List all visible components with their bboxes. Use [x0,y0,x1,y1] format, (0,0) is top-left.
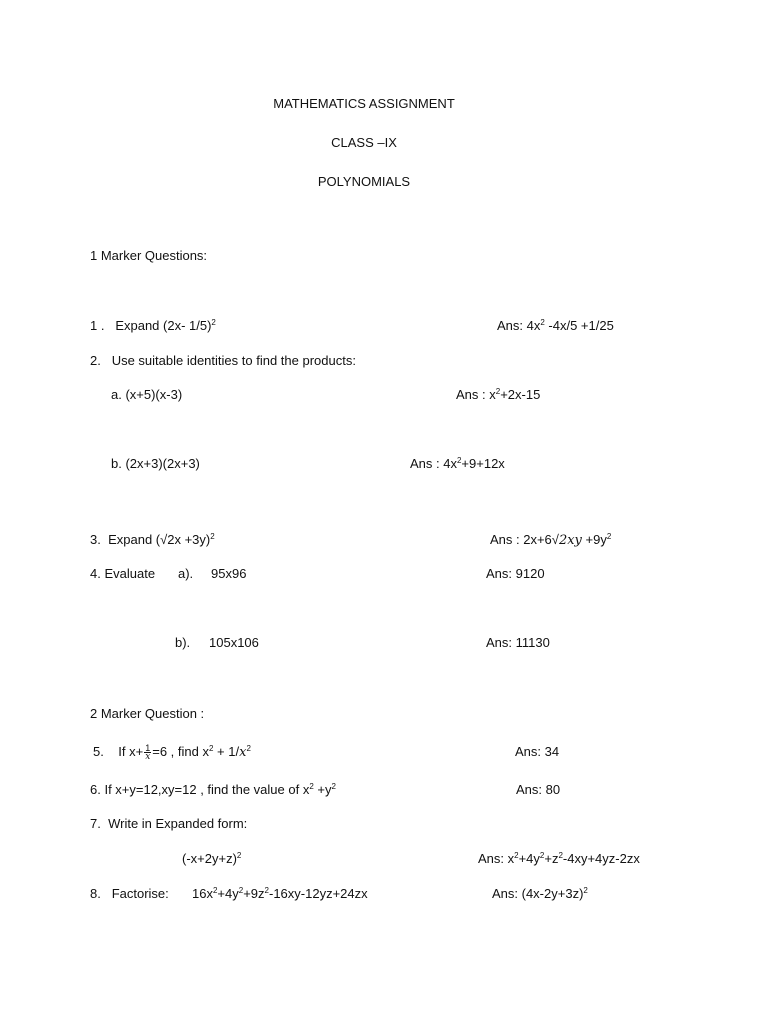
question-number: 8. [90,886,101,901]
answer-text: Ans: 4x [497,318,541,333]
question-text: Expand (2x- 1/5) [115,318,212,333]
exponent: 2 [211,318,216,327]
fraction-denominator: x [145,752,151,763]
exponent: 2 [236,851,242,860]
question-1 [90,318,216,334]
question-text: +4y [217,886,239,901]
question-text: =6 , find x [152,744,209,759]
answer-text: Ans : x [456,387,496,402]
answer-8 [492,886,588,902]
exponent: 2 [539,851,545,860]
question-number: 2. [90,353,101,368]
answer-3 [490,532,611,549]
question-4a-expr: 95x96 [211,566,247,581]
question-text: Factorise: [111,886,169,901]
answer-text: Ans : 4x [410,456,457,471]
answer-7 [478,851,640,867]
exponent: 2 [495,387,501,396]
answer-4a: Ans: 9120 [486,566,545,581]
question-8 [90,886,169,902]
answer-5: Ans: 34 [515,744,560,759]
exponent: 2 [558,851,563,860]
answer-text: +2x-15 [500,387,541,402]
exponent: 2 [606,532,612,541]
question-text: 16x [192,886,213,901]
answer-6: Ans: 80 [516,782,561,797]
exponent: 2 [210,532,215,541]
question-8-expr [192,886,368,902]
question-number: 5. [93,744,104,759]
section-heading-one-marker: 1 Marker Questions: [90,248,208,263]
answer-1 [497,318,614,334]
answer-text: Ans: x [478,851,515,866]
answer-math: 2xy [558,533,582,548]
question-text: + 1/ [213,744,240,759]
question-number: 3. [90,532,101,547]
question-text: +y [313,782,332,797]
exponent: 2 [264,886,269,895]
fraction-numerator: 1 [145,743,151,754]
exponent: 2 [208,744,214,753]
question-text: Write in Expanded form: [108,816,248,831]
question-number: 1 . [90,318,105,333]
question-6 [90,782,336,798]
exponent: 2 [309,782,314,791]
answer-text: +9y [581,532,607,547]
exponent: 2 [212,886,218,895]
answer-4b: Ans: 11130 [486,635,550,650]
question-7-expr [182,851,241,867]
question-text: (-x+2y+z) [182,851,237,866]
question-text: Expand (√2x +3y) [108,532,211,547]
class-label: CLASS –IX [331,135,397,150]
question-text: Use suitable identities to find the products: [111,353,356,368]
question-text: 6. If x+y=12,xy=12 , find the value of x [90,782,310,797]
answer-text: -4xy+4yz-2zx [562,851,640,866]
question-5 [93,744,251,761]
exponent: 2 [238,886,244,895]
question-2 [90,353,356,369]
answer-text: +z [544,851,559,866]
question-7 [90,816,247,832]
question-text: -16xy-12yz+24zx [268,886,368,901]
answer-2b [410,456,505,472]
question-4b-label: b). [175,635,191,650]
exponent: 2 [540,318,545,327]
exponent: 2 [456,456,462,465]
exponent: 2 [246,744,251,753]
question-2a: a. (x+5)(x-3) [111,387,183,402]
fraction [144,744,151,761]
question-4b-expr: 105x106 [209,635,259,650]
question-text: +9z [243,886,265,901]
exponent: 2 [583,886,588,895]
question-text: If x+ [118,744,144,759]
question-4-label: 4. Evaluate [90,566,156,581]
section-heading-two-marker: 2 Marker Question : [90,706,205,721]
answer-text: Ans : 2x+6√ [490,532,559,547]
answer-text: -4x/5 +1/25 [544,318,614,333]
answer-text: Ans: (4x-2y+3z) [492,886,584,901]
question-4a-label: a). [178,566,194,581]
exponent: 2 [514,851,519,860]
answer-text: +4y [518,851,540,866]
topic-label: POLYNOMIALS [317,174,411,189]
question-3 [90,532,215,548]
question-2b: b. (2x+3)(2x+3) [111,456,200,471]
question-number: 7. [90,816,101,831]
answer-2a [456,387,540,403]
question-math: x [239,745,247,760]
page-title: MATHEMATICS ASSIGNMENT [273,96,455,111]
answer-text: +9+12x [461,456,505,471]
exponent: 2 [331,782,336,791]
